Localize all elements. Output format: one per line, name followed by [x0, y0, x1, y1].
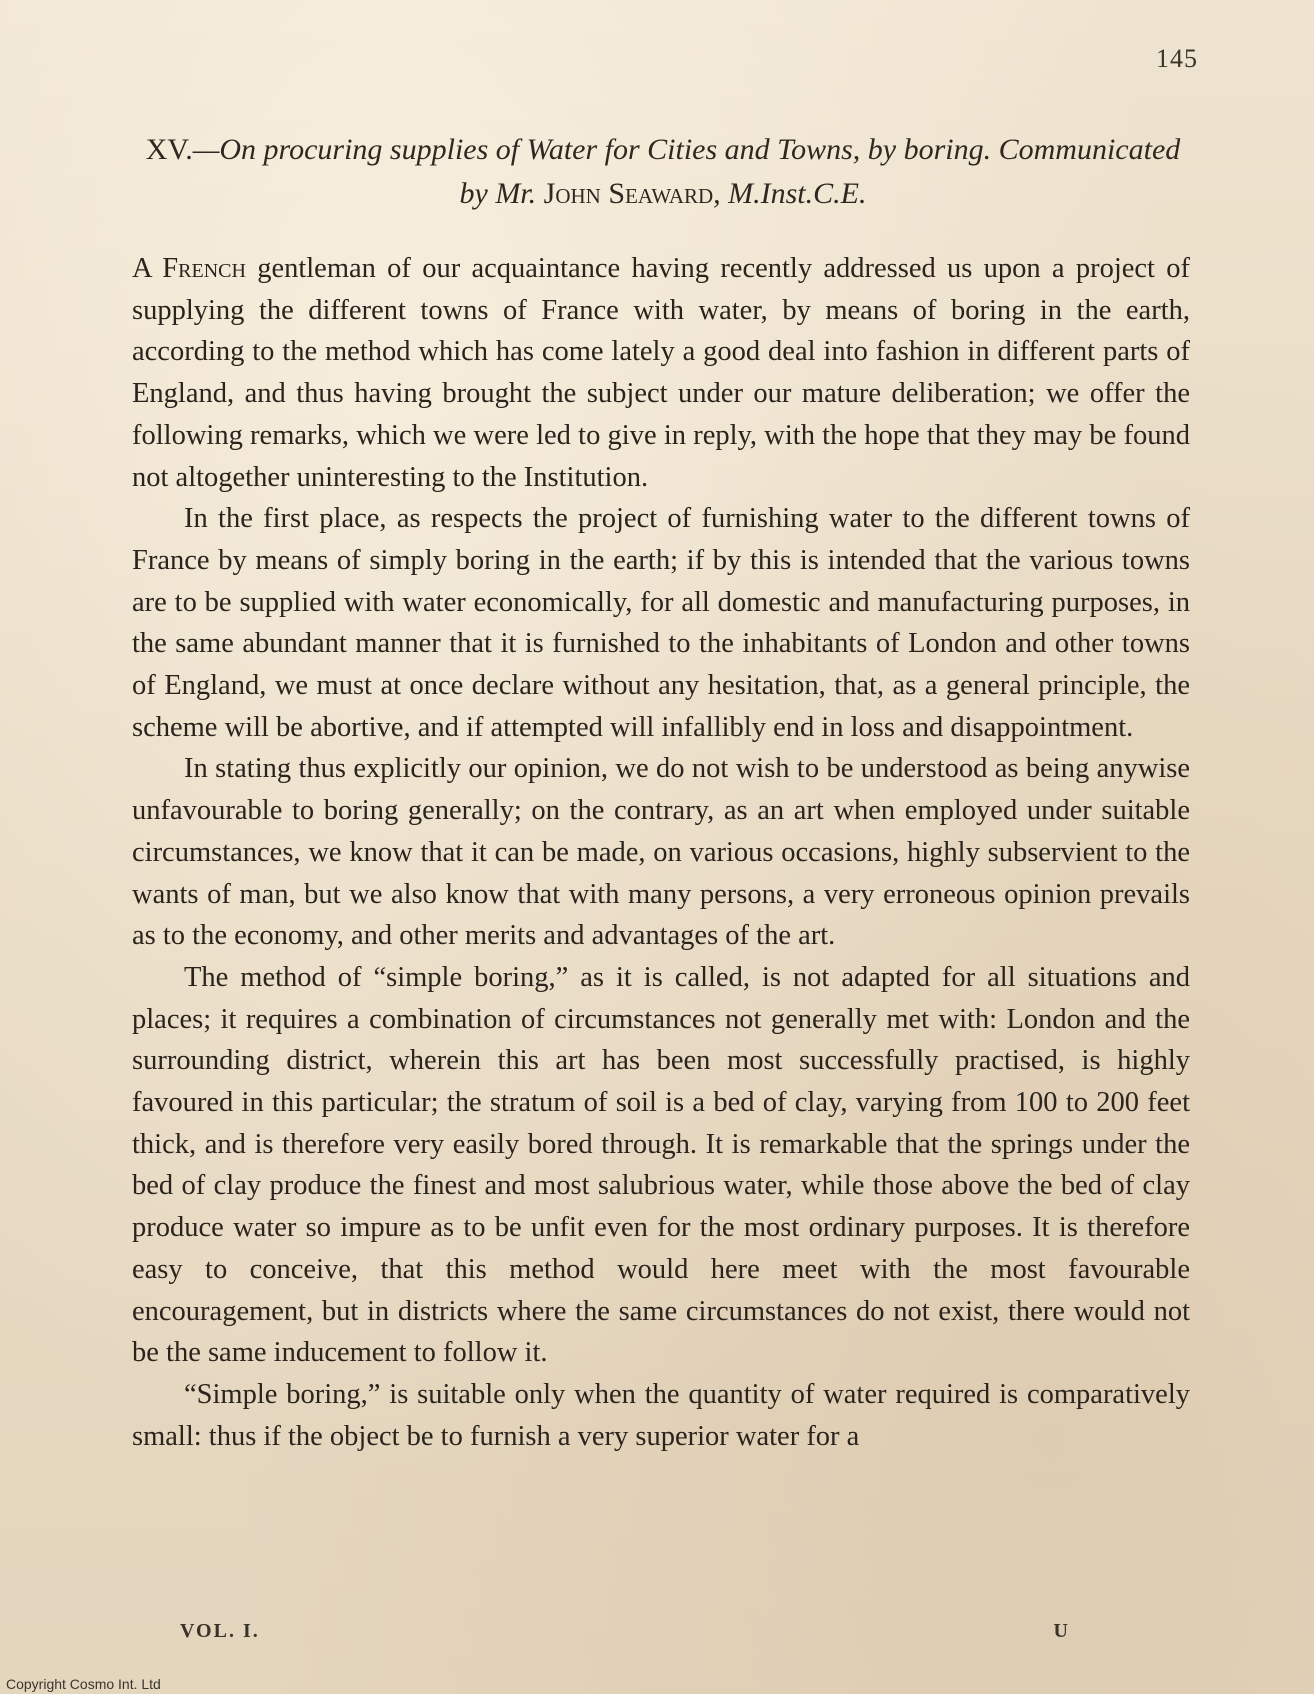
paragraph-5: “Simple boring,” is suitable only when the quantity of water required is comparatively small: thus if the object be to furnish a very superior water for a: [132, 1378, 1190, 1452]
paragraph-2: In the first place, as respects the project of furnishing water to the different towns of France by means of simply boring in the earth; if by this is intended that the various towns are to be supplied with water economically, for all domestic and manufacturing purposes, in the same abundant manner that it is furnished to the inhabitants of London and other towns of England, we must at once declare without any hesitation, that, as a general principle, the scheme will be abortive, and if attempted will infallibly end in loss and disappointment.: [132, 503, 1190, 743]
article-body: [132, 248, 1190, 1457]
paragraph-1: [132, 248, 1190, 498]
signature-mark: U: [1053, 1620, 1070, 1642]
article-title: [132, 128, 1194, 216]
paragraph-1-text: gentleman of our acquaintance having recently addressed us upon a project of supplying the different towns of France with water, by means of boring in the earth, according to the method which has come lately a good deal into fashion in different parts of England, and thus having brought the subject under our mature deliberation; we offer the following remarks, which we were led to give in reply, with the hope that they may be found not altogether uninteresting to the Institution.: [132, 253, 1190, 493]
page-number: 145: [1156, 44, 1198, 73]
paragraph-1-lead: A French: [132, 253, 246, 284]
article-author-suffix: , M.Inst.C.E.: [713, 177, 867, 210]
article-title-text: —On procuring supplies of Water for Cities and Towns, by boring. Communicated by Mr.: [192, 133, 1181, 210]
article-numeral: XV.: [145, 133, 193, 166]
volume-label: VOL. I.: [180, 1620, 260, 1642]
paragraph-3: In stating thus explicitly our opinion, we do not wish to be understood as being anywise unfavourable to boring generally; on the contrary, as an art when employed under suitable circumstances, we know that it can be made, on various occasions, highly subservient to the wants of man, but we also know that with many persons, a very erroneous opinion prevails as to the economy, and other merits and advantages of the art.: [132, 753, 1190, 952]
article-author: John Seaward: [543, 177, 714, 210]
copyright-watermark: Copyright Cosmo Int. Ltd: [6, 1676, 161, 1692]
paragraph-4: The method of “simple boring,” as it is called, is not adapted for all situations and places; it requires a combination of circumstances not generally met with: London and the surrounding district, wherein this art has been most successfully practised, is highly favoured in this particular; the stratum of soil is a bed of clay, varying from 100 to 200 feet thick, and is therefore very easily bored through. It is remarkable that the springs under the bed of clay produce the finest and most salubrious water, while those above the bed of clay produce water so impure as to be unfit even for the most ordinary purposes. It is therefore easy to conceive, that this method would here meet with the most favourable encouragement, but in districts where the same circumstances do not exist, there would not be the same inducement to follow it.: [132, 961, 1190, 1369]
